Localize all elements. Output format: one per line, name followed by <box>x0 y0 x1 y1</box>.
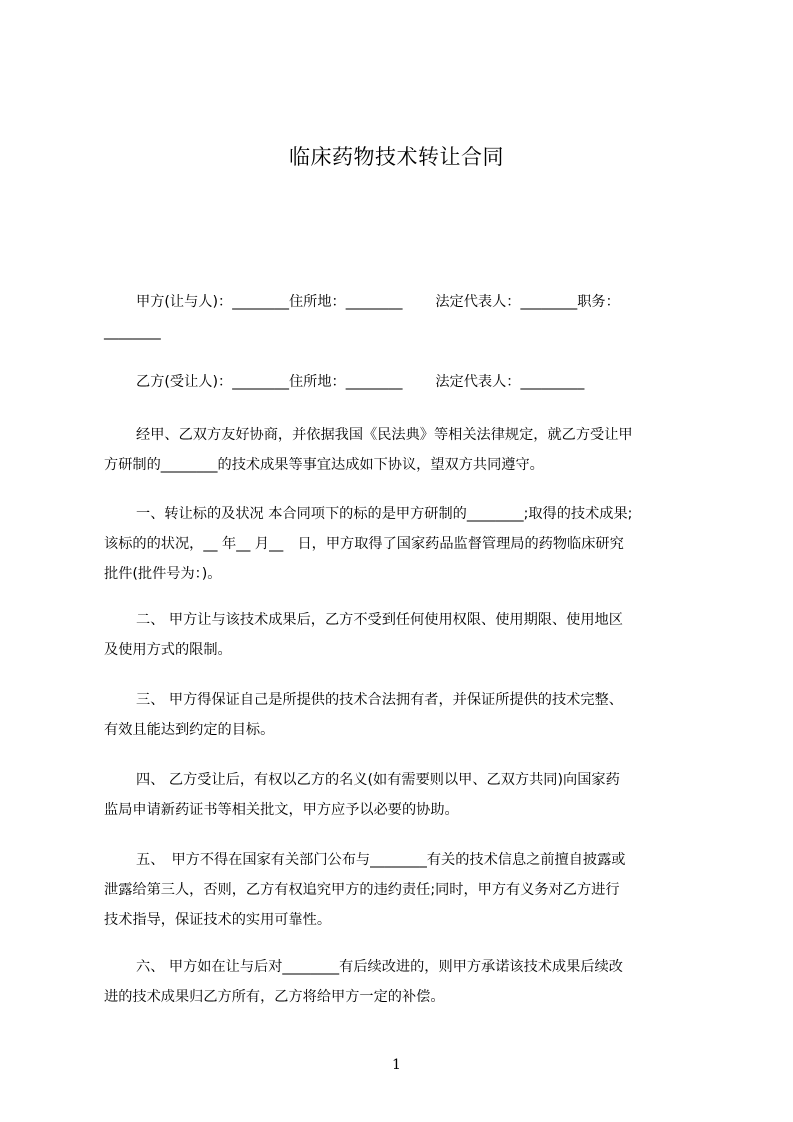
text-line: 五、 甲方不得在国家有关部门公布与________有关的技术信息之前擅自披露或 <box>136 852 626 868</box>
clause-6 <box>104 952 704 1012</box>
text-line: 二、 甲方让与该技术成果后，乙方不受到任何使用权限、使用期限、使用地区 <box>136 612 623 628</box>
text-line: 有效且能达到约定的目标。 <box>104 722 275 738</box>
text-line: 方研制的________的技术成果等事宜达成如下协议，望双方共同遵守。 <box>104 457 544 473</box>
party-a-info <box>104 287 704 347</box>
preamble-paragraph <box>104 420 704 480</box>
clause-2 <box>104 605 704 665</box>
clause-3 <box>104 685 704 745</box>
text-line: 四、 乙方受让后，有权以乙方的名义(如有需要则以甲、乙双方共同)向国家药 <box>136 772 620 788</box>
clause-1 <box>104 499 704 589</box>
text-line: 监局申请新药证书等相关批文，甲方应予以必要的协助。 <box>104 802 459 818</box>
text-line: 技术指导，保证技术的实用可靠性。 <box>104 912 332 928</box>
page-number: 1 <box>392 1057 401 1073</box>
text-line: 该标的的状况，__ 年__ 月__ 日，甲方取得了国家药品监督管理局的药物临床研究 <box>104 536 624 552</box>
party-b-info <box>104 367 704 397</box>
text-line: 一、转让标的及状况 本合同项下的标的是甲方研制的________;取得的技术成果; <box>136 506 633 522</box>
text-line: 甲方(让与人)：________住所地：________ 法定代表人：________职务： <box>136 294 620 310</box>
text-line: 六、 甲方如在让与后对________有后续改进的，则甲方承诺该技术成果后续改 <box>136 959 623 975</box>
text-line: 三、 甲方得保证自己是所提供的技术合法拥有者，并保证所提供的技术完整、 <box>136 692 623 708</box>
text-line: ________ <box>104 324 161 340</box>
text-line: 进的技术成果归乙方所有，乙方将给甲方一定的补偿。 <box>104 989 445 1005</box>
contract-title: 临床药物技术转让合同 <box>289 145 504 169</box>
clause-5 <box>104 845 704 935</box>
text-line: 经甲、乙双方友好协商，并依据我国《民法典》等相关法律规定，就乙方受让甲 <box>136 427 633 443</box>
text-line: 泄露给第三人，否则，乙方有权追究甲方的违约责任;同时，甲方有义务对乙方进行 <box>104 882 620 898</box>
text-line: 及使用方式的限制。 <box>104 642 232 658</box>
text-line: 乙方(受让人)：________住所地：________ 法定代表人：_________ <box>136 374 585 390</box>
clause-4 <box>104 765 704 825</box>
text-line: 批件(批件号为：)。 <box>104 566 222 582</box>
